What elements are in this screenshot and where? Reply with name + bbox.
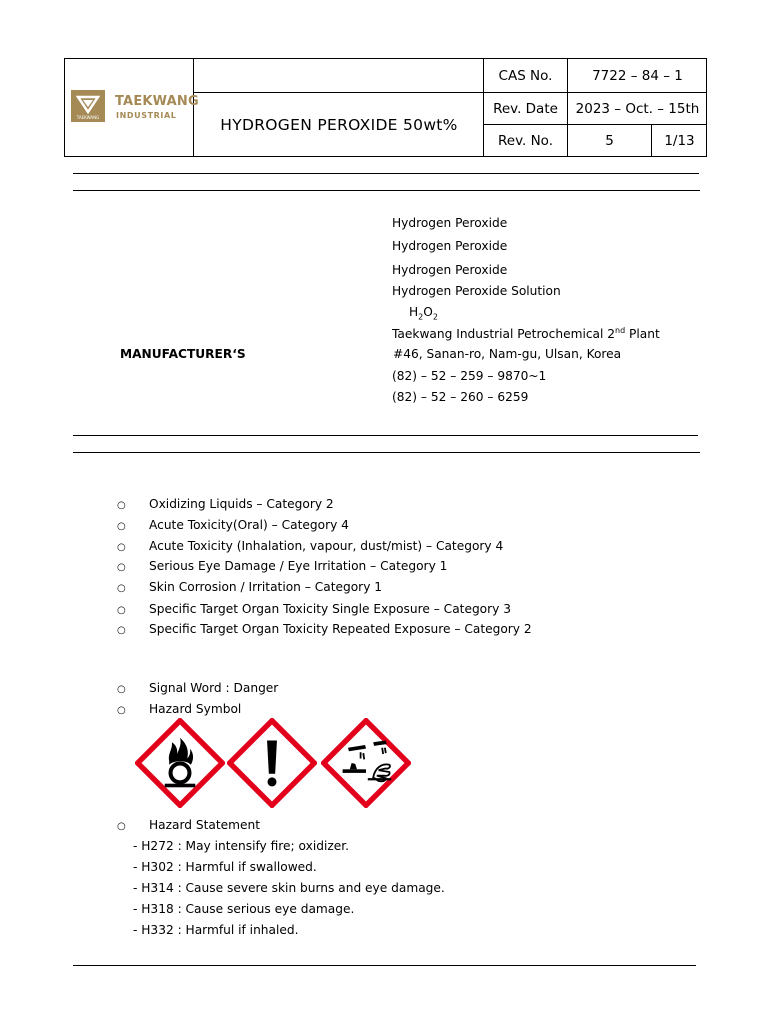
bullet: ○ — [117, 562, 126, 573]
bullet: ○ — [117, 583, 126, 594]
bullet: ○ — [117, 625, 126, 636]
signal-word: Signal Word : Danger — [149, 681, 279, 695]
hazard-statement-item: - H302 : Harmful if swallowed. — [133, 860, 317, 874]
product-name: Hydrogen Peroxide — [392, 216, 508, 230]
manufacturer-address: #46, Sanan-ro, Nam-gu, Ulsan, Korea — [393, 347, 622, 361]
section-divider — [73, 173, 699, 174]
chemical-name: Hydrogen Peroxide — [392, 239, 508, 253]
company-name: TAEKWANG — [115, 94, 199, 109]
bullet: ○ — [117, 821, 126, 832]
chemical-formula: $H_2O_2$ — [409, 305, 438, 322]
section-divider — [73, 435, 698, 436]
corrosion-icon — [321, 718, 411, 808]
svg-text:TAEKWANG: TAEKWANG — [76, 115, 100, 120]
product-title: HYDROGEN PEROXIDE 50wt% — [220, 115, 458, 134]
classification-item: Serious Eye Damage / Eye Irritation – Category 1 — [149, 559, 448, 573]
synonym: Hydrogen Peroxide Solution — [392, 284, 561, 298]
bullet: ○ — [117, 684, 126, 695]
document-header-table — [64, 58, 707, 157]
bullet: ○ — [117, 542, 126, 553]
phone-secondary: (82) – 52 – 260 – 6259 — [392, 390, 529, 404]
common-name: Hydrogen Peroxide — [392, 263, 508, 277]
company-logo — [71, 86, 199, 126]
classification-item: Specific Target Organ Toxicity Repeated Exposure – Category 2 — [149, 622, 532, 636]
rev-no-value: 5 — [605, 132, 614, 149]
hazard-statement-item: - H272 : May intensify fire; oxidizer. — [133, 839, 349, 853]
bullet: ○ — [117, 705, 126, 716]
manufacturer-plant: Taekwang Industrial Petrochemical 2nd Plant — [392, 326, 660, 342]
rev-no-label: Rev. No. — [497, 132, 553, 149]
classification-item: Specific Target Organ Toxicity Single Exposure – Category 3 — [149, 602, 511, 616]
section-divider — [73, 452, 700, 453]
exclamation-mark-icon — [227, 718, 317, 808]
rev-date-value: 2023 – Oct. – 15th — [575, 100, 700, 117]
phone-primary: (82) – 52 – 259 – 9870~1 — [392, 369, 547, 383]
classification-item: Oxidizing Liquids – Category 2 — [149, 497, 334, 511]
bullet: ○ — [117, 605, 126, 616]
hazard-statement-item: - H318 : Cause serious eye damage. — [133, 902, 355, 916]
taekwang-emblem-icon — [71, 90, 105, 122]
hazard-symbol-label: Hazard Symbol — [149, 702, 242, 716]
section-divider — [73, 190, 700, 191]
bullet: ○ — [117, 500, 126, 511]
manufacturer-label: MANUFACTURER‘S — [120, 347, 246, 361]
page-footer-rule — [73, 965, 696, 966]
classification-item: Skin Corrosion / Irritation – Category 1 — [149, 580, 383, 594]
hazard-statement-item: - H314 : Cause severe skin burns and eye damage. — [133, 881, 445, 895]
cas-value: 7722 – 84 – 1 — [592, 67, 683, 84]
page-number: 1/13 — [664, 132, 695, 149]
classification-item: Acute Toxicity (Inhalation, vapour, dust/mist) – Category 4 — [149, 539, 504, 553]
bullet: ○ — [117, 521, 126, 532]
cas-label: CAS No. — [498, 67, 553, 84]
flame-over-circle-icon — [135, 718, 225, 808]
company-subname: INDUSTRIAL — [116, 111, 177, 120]
hazard-statement-title: Hazard Statement — [149, 818, 261, 832]
classification-item: Acute Toxicity(Oral) – Category 4 — [149, 518, 349, 532]
hazard-statement-item: - H332 : Harmful if inhaled. — [133, 923, 299, 937]
rev-date-label: Rev. Date — [493, 100, 558, 117]
